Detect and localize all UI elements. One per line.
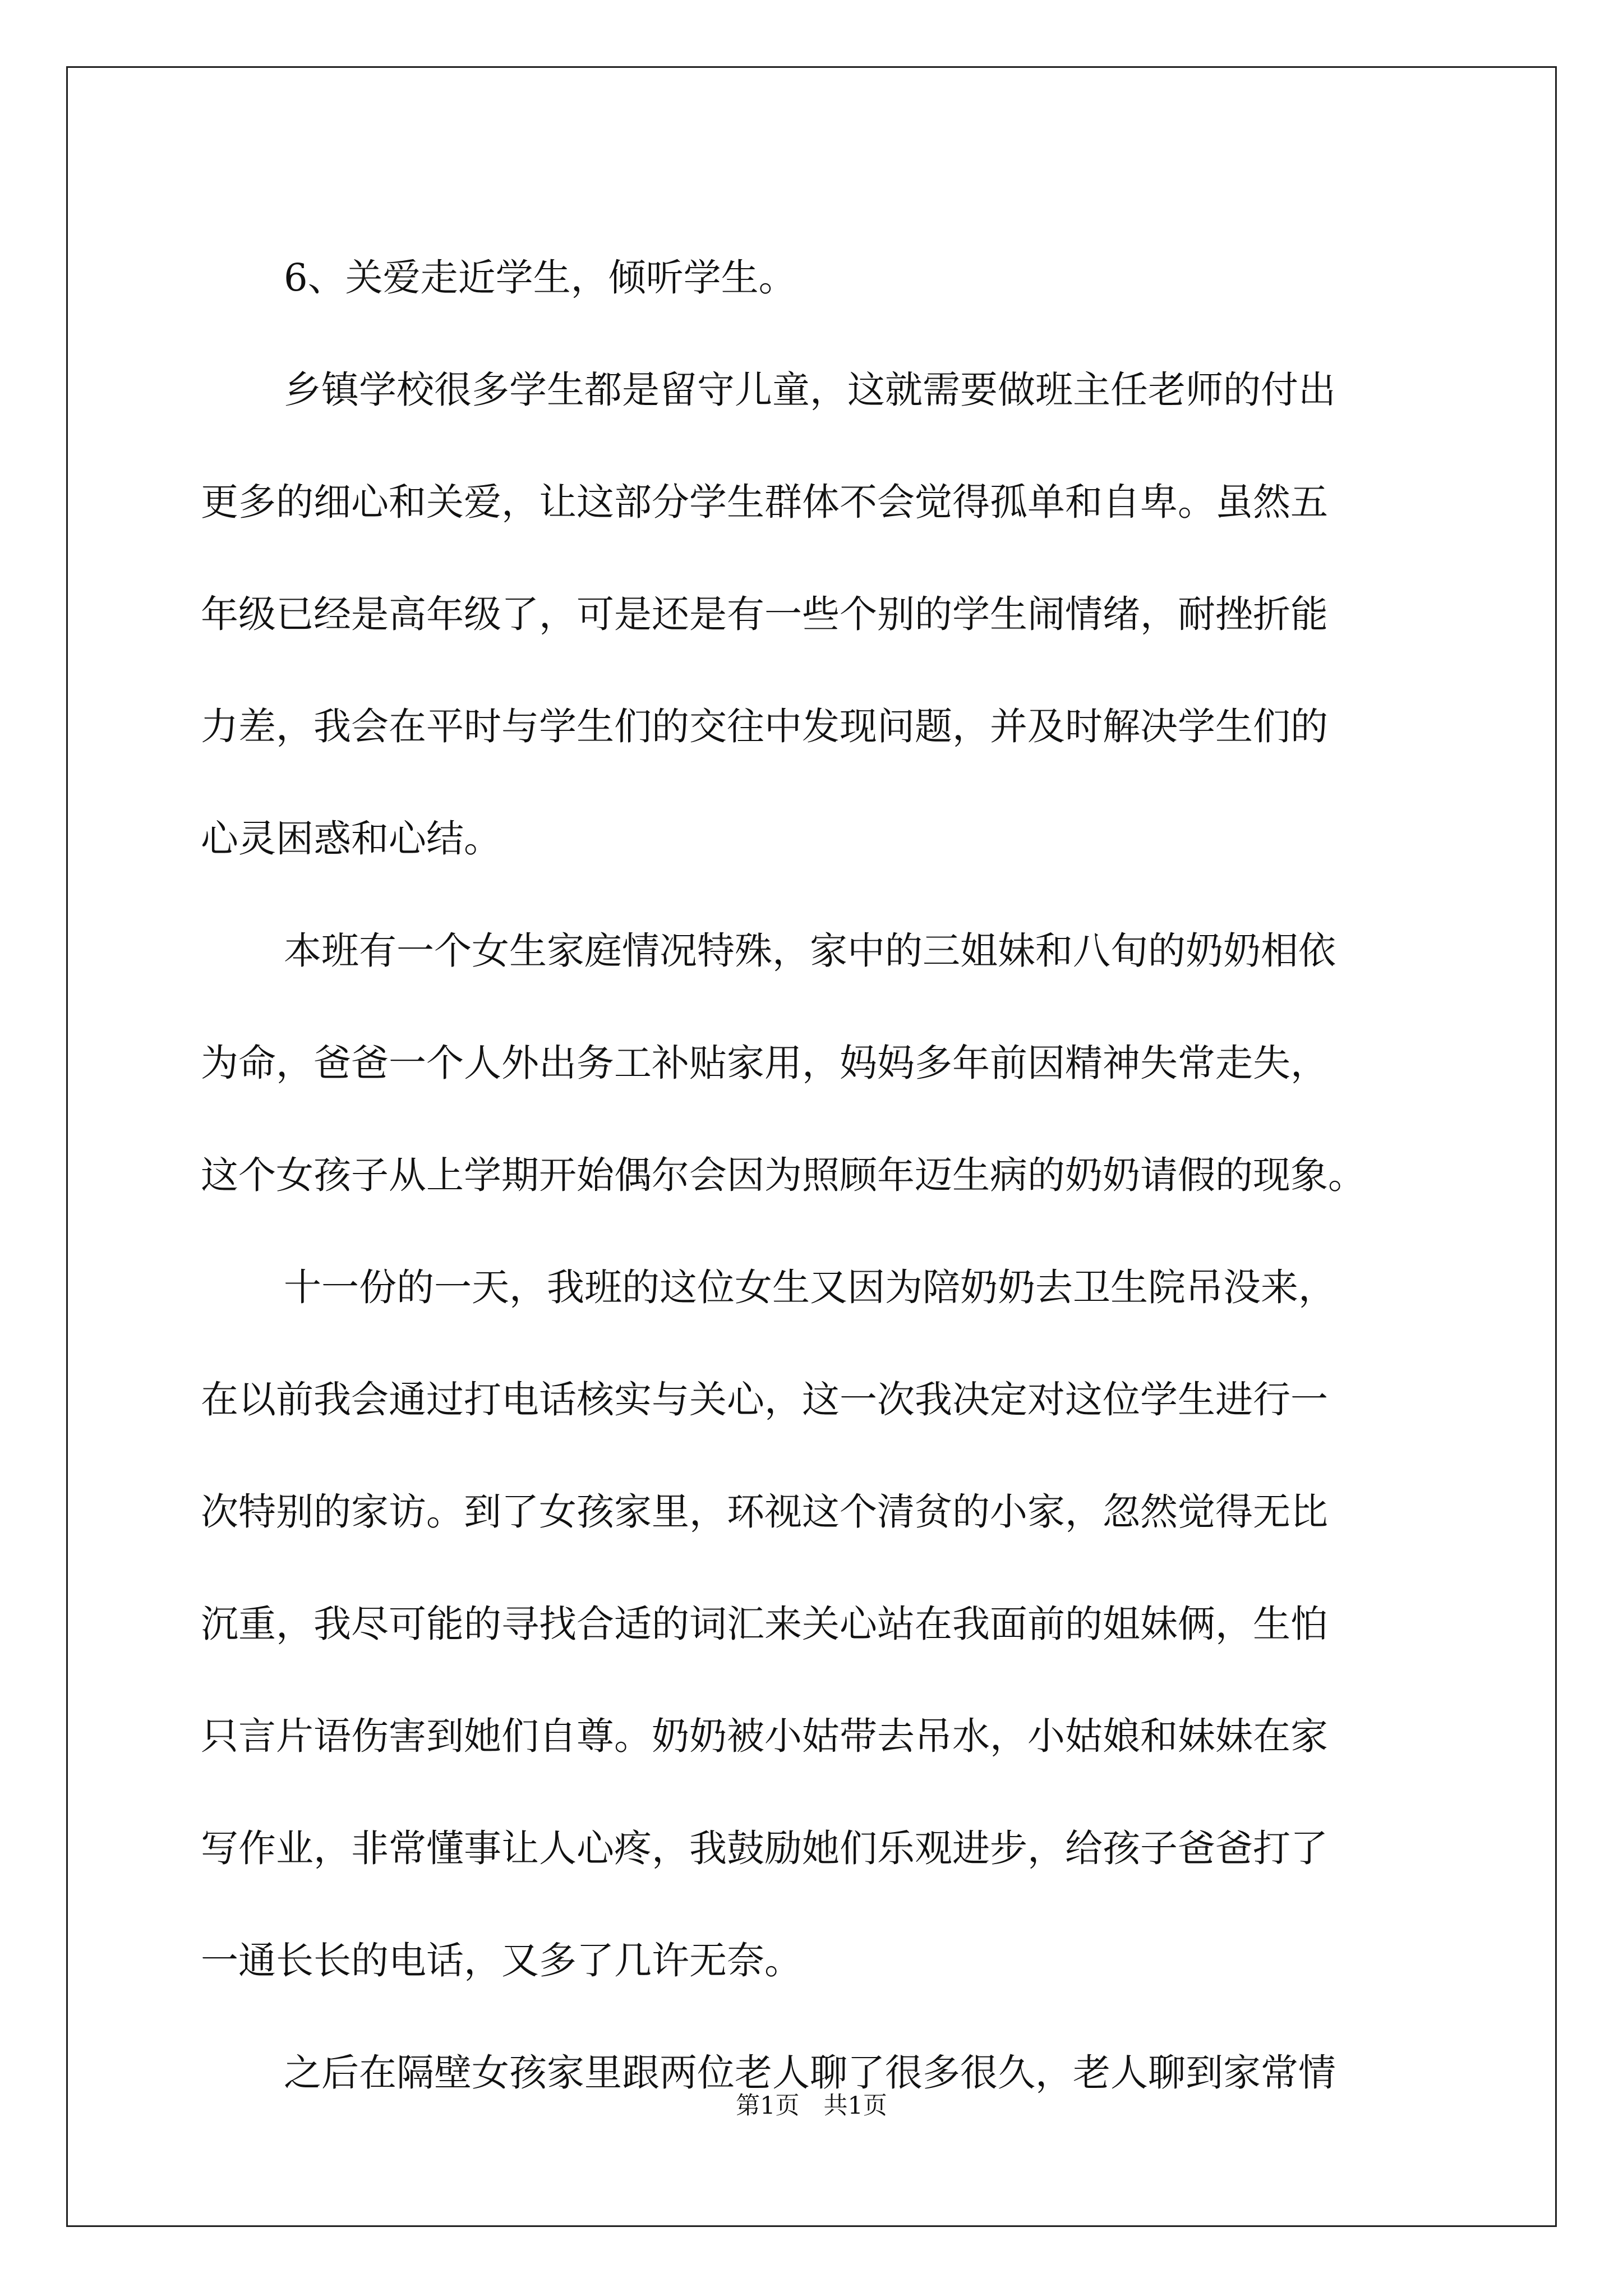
text-line: 次特别的家访。到了女孩家里，环视这个清贫的小家，忽然觉得无比 [201, 1490, 1328, 1534]
text-line: 在以前我会通过打电话核实与关心，这一次我决定对这位学生进行一 [201, 1378, 1328, 1421]
text-line: 心灵困惑和心结。 [201, 817, 501, 861]
text-line: 十一份的一天，我班的这位女生又因为陪奶奶去卫生院吊没来， [284, 1266, 1336, 1309]
text-line: 年级已经是高年级了，可是还是有一些个别的学生闹情绪，耐挫折能 [201, 592, 1328, 636]
text-line: 力差，我会在平时与学生们的交往中发现问题，并及时解决学生们的 [201, 705, 1328, 748]
document-body [201, 222, 1423, 2129]
text-line: 只言片语伤害到她们自尊。奶奶被小姑带去吊水，小姑娘和妹妹在家 [201, 1714, 1328, 1758]
text-line: 一通长长的电话，又多了几许无奈。 [201, 1939, 802, 1982]
text-line: 乡镇学校很多学生都是留守儿童，这就需要做班主任老师的付出 [284, 368, 1336, 412]
page-number-footer: 第1页 共1页 [736, 2092, 887, 2120]
text-line: 本班有一个女生家庭情况特殊，家中的三姐妹和八旬的奶奶相依 [284, 929, 1336, 973]
text-line: 之后在隔壁女孩家里跟两位老人聊了很多很久，老人聊到家常情 [284, 2051, 1336, 2095]
text-line: 为命，爸爸一个人外出务工补贴家用，妈妈多年前因精神失常走失， [201, 1041, 1328, 1085]
text-line: 这个女孩子从上学期开始偶尔会因为照顾年迈生病的奶奶请假的现象。 [201, 1153, 1366, 1197]
text-line: 更多的细心和关爱，让这部分学生群体不会觉得孤单和自卑。虽然五 [201, 480, 1328, 524]
text-line: 写作业，非常懂事让人心疼，我鼓励她们乐观进步，给孩子爸爸打了 [201, 1826, 1328, 1870]
text-line: 6、关爱走近学生，倾听学生。 [284, 256, 796, 300]
text-line: 沉重，我尽可能的寻找合适的词汇来关心站在我面前的姐妹俩，生怕 [201, 1602, 1328, 1646]
